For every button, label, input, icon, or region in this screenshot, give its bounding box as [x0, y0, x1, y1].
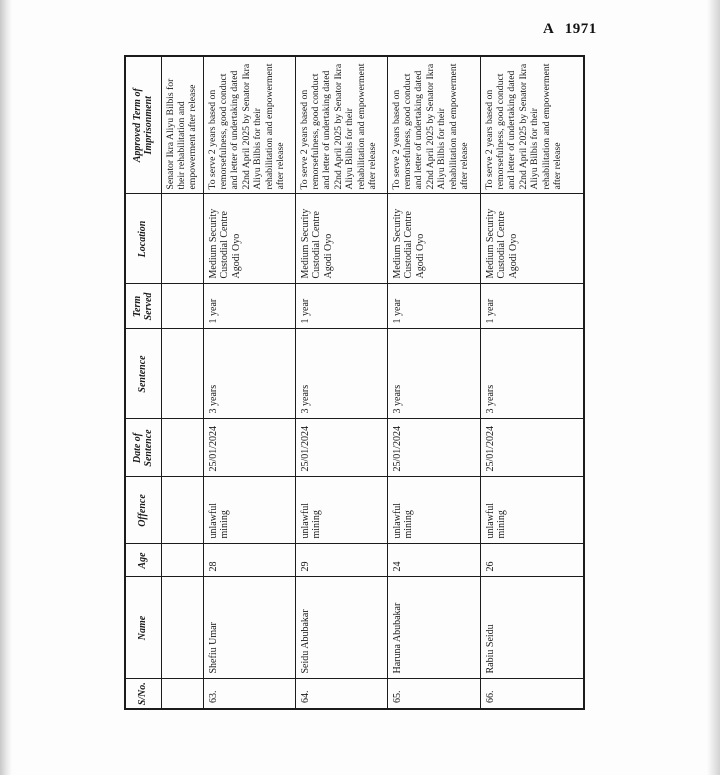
cell-cont-approved-term: Senator Ikra Aliyu Bilbis for their rehabilitation and empowerment after release	[161, 56, 203, 194]
table-header-row	[125, 56, 161, 709]
cell-63-date: 25/01/2024	[203, 419, 295, 477]
cell-cont-date	[161, 419, 203, 477]
page-left-edge-shadow	[0, 0, 12, 775]
cell-64-sentence: 3 years	[295, 329, 387, 419]
cell-65-term: 1 year	[387, 284, 480, 329]
cell-64-age: 29	[295, 544, 387, 577]
cell-66-location: Medium Security Custodial Centre Agodi Oyo	[480, 194, 584, 284]
cell-64-approved-term: To serve 2 years based on remorsefulness, good conduct and letter of undertaking dated 22nd April 2025 by Senator Ikra Aliyu Bilbis for their rehabilitation and empowerment after release	[295, 56, 387, 194]
cell-65-sentence: 3 years	[387, 329, 480, 419]
cell-66-sentence: 3 years	[480, 329, 584, 419]
rotated-table-area	[124, 57, 583, 710]
cell-65-age: 24	[387, 544, 480, 577]
table-row-64	[295, 56, 387, 709]
header-name: Name	[125, 577, 161, 679]
cell-63-location: Medium Security Custodial Centre Agodi Oyo	[203, 194, 295, 284]
header-location: Location	[125, 194, 161, 284]
records-table	[124, 55, 585, 710]
cell-63-age: 28	[203, 544, 295, 577]
cell-66-offence: unlawful mining	[480, 477, 584, 544]
cell-63-sno: 63.	[203, 679, 295, 709]
cell-cont-offence	[161, 477, 203, 544]
cell-64-name: Seidu Abubakar	[295, 577, 387, 679]
table-row-66	[480, 56, 584, 709]
cell-66-term: 1 year	[480, 284, 584, 329]
cell-cont-sno	[161, 679, 203, 709]
cell-63-approved-term: To serve 2 years based on remorsefulness, good conduct and letter of undertaking dated 22nd April 2025 by Senator Ikra Aliyu Bilbis for their rehabilitation and empowerment after release	[203, 56, 295, 194]
cell-65-approved-term: To serve 2 years based on remorsefulness, good conduct and letter of undertaking dated 22nd April 2025 by Senator Ikra Aliyu Bilbis for their rehabilitation and empowerment after release	[387, 56, 480, 194]
cell-66-age: 26	[480, 544, 584, 577]
table-row-continuation	[161, 56, 203, 709]
header-age: Age	[125, 544, 161, 577]
cell-63-sentence: 3 years	[203, 329, 295, 419]
cell-65-name: Haruna Abubakar	[387, 577, 480, 679]
cell-63-offence: unlawful mining	[203, 477, 295, 544]
cell-66-approved-term: To serve 2 years based on remorsefulness, good conduct and letter of undertaking dated 22nd April 2025 by Senator Ikra Aliyu Bilbis for their rehabilitation and empowerment after release	[480, 56, 584, 194]
header-approved-term: Approved Term of Imprisonment	[125, 56, 161, 194]
cell-64-location: Medium Security Custodial Centre Agodi Oyo	[295, 194, 387, 284]
page-number: A 1971	[543, 21, 597, 37]
cell-cont-age	[161, 544, 203, 577]
header-sentence: Sentence	[125, 329, 161, 419]
cell-64-offence: unlawful mining	[295, 477, 387, 544]
header-sno: S/No.	[125, 679, 161, 709]
cell-65-sno: 65.	[387, 679, 480, 709]
cell-66-sno: 66.	[480, 679, 584, 709]
cell-63-name: Shefiu Umar	[203, 577, 295, 679]
cell-65-offence: unlawful mining	[387, 477, 480, 544]
cell-cont-name	[161, 577, 203, 679]
cell-65-location: Medium Security Custodial Centre Agodi Oyo	[387, 194, 480, 284]
cell-64-sno: 64.	[295, 679, 387, 709]
table-row-63	[203, 56, 295, 709]
cell-66-name: Rabiu Seidu	[480, 577, 584, 679]
header-term-served: Term Served	[125, 284, 161, 329]
cell-cont-sentence	[161, 329, 203, 419]
header-date-of-sentence: Date of Sentence	[125, 419, 161, 477]
header-offence: Offence	[125, 477, 161, 544]
cell-65-date: 25/01/2024	[387, 419, 480, 477]
cell-66-date: 25/01/2024	[480, 419, 584, 477]
cell-64-term: 1 year	[295, 284, 387, 329]
cell-cont-term	[161, 284, 203, 329]
page-right-edge-shadow	[707, 0, 720, 775]
cell-63-term: 1 year	[203, 284, 295, 329]
cell-64-date: 25/01/2024	[295, 419, 387, 477]
table-row-65	[387, 56, 480, 709]
cell-cont-location	[161, 194, 203, 284]
